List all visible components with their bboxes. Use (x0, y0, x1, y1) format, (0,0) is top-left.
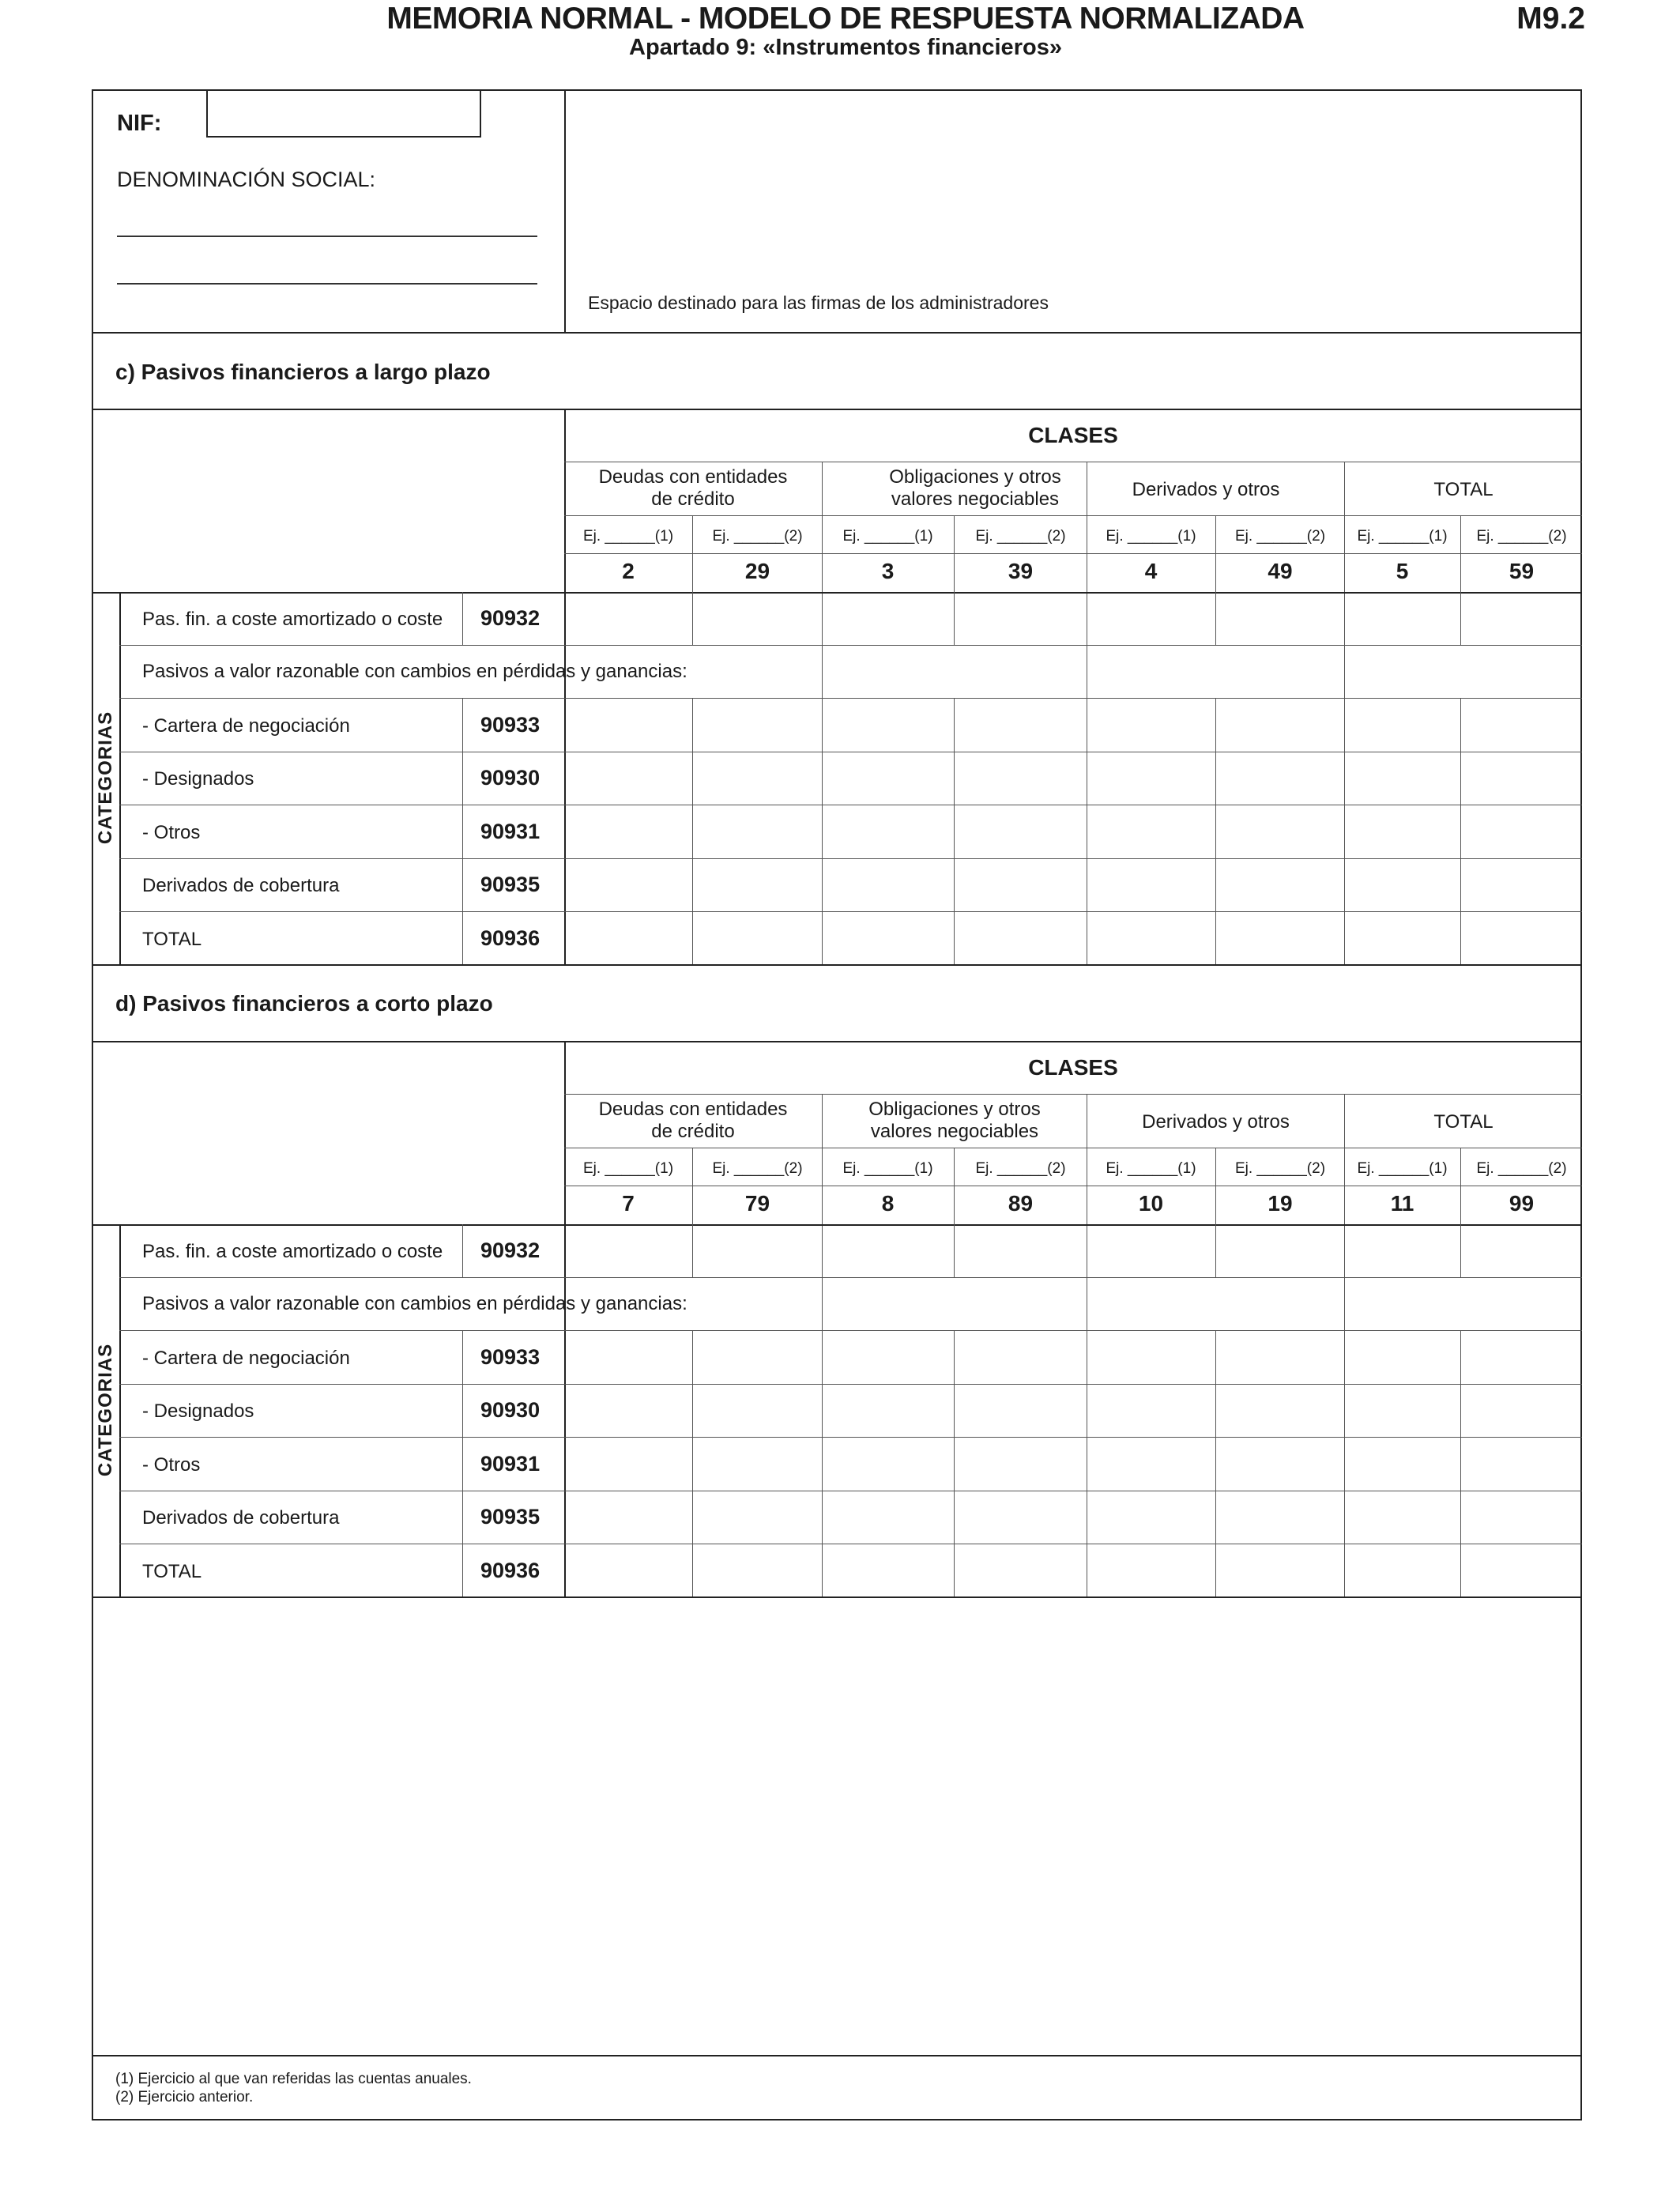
signature-area[interactable] (566, 91, 1580, 328)
row-d-designados-code: 90930 (480, 1398, 541, 1422)
group-total-c: TOTAL (1433, 479, 1494, 500)
colnum-d-1: 7 (622, 1191, 635, 1216)
group-deudas-d: Deudas con entidades de crédito (598, 1099, 788, 1142)
colnum-d-7: 11 (1390, 1191, 1414, 1216)
group-derivados-d: Derivados y otros (1142, 1111, 1290, 1133)
row-c-total-label: TOTAL (142, 929, 202, 950)
row-c-coste-code: 90932 (480, 606, 541, 630)
denominacion-line-1[interactable] (117, 236, 537, 237)
ej2-total-c: Ej. ______(2) (1476, 528, 1567, 545)
ej1-deriv-d: Ej. ______(1) (1106, 1160, 1196, 1177)
colnum-d-5: 10 (1138, 1191, 1164, 1216)
ej2-deudas-d: Ej. ______(2) (712, 1160, 803, 1177)
ej1-total-c: Ej. ______(1) (1357, 528, 1448, 545)
colnum-c-5: 4 (1144, 559, 1158, 583)
row-c-razonable-label: Pasivos a valor razonable con cambios en pérdidas y ganancias: (142, 661, 687, 682)
group-derivados-c: Derivados y otros (1132, 479, 1280, 500)
footnote-1: (1) Ejercicio al que van referidas las cuentas anuales. (115, 2071, 472, 2087)
row-d-cobertura-label: Derivados de cobertura (142, 1507, 340, 1529)
row-c-cobertura-label: Derivados de cobertura (142, 875, 340, 896)
ej2-oblig-d: Ej. ______(2) (975, 1160, 1066, 1177)
row-d-total-label: TOTAL (142, 1561, 202, 1582)
row-d-otros-label: - Otros (142, 1454, 201, 1476)
colnum-d-3: 8 (881, 1191, 895, 1216)
ej1-total-d: Ej. ______(1) (1357, 1160, 1448, 1177)
row-d-otros-code: 90931 (480, 1452, 541, 1476)
ej1-oblig-c: Ej. ______(1) (842, 528, 933, 545)
colnum-d-2: 79 (744, 1191, 770, 1216)
row-d-cobertura-code: 90935 (480, 1505, 541, 1529)
ej2-deriv-d: Ej. ______(2) (1234, 1160, 1326, 1177)
section-d-title: d) Pasivos financieros a corto plazo (115, 991, 493, 1016)
ej2-total-d: Ej. ______(2) (1476, 1160, 1567, 1177)
row-c-total-code: 90936 (480, 926, 541, 950)
group-deudas-c: Deudas con entidades de crédito (598, 466, 788, 510)
row-d-total-code: 90936 (480, 1559, 541, 1582)
row-d-cartera-code: 90933 (480, 1345, 541, 1369)
row-c-designados-label: - Designados (142, 768, 254, 790)
colnum-c-1: 2 (622, 559, 635, 583)
row-c-coste-label: Pas. fin. a coste amortizado o coste (142, 609, 443, 630)
ej1-deriv-c: Ej. ______(1) (1106, 528, 1196, 545)
denominacion-line-2[interactable] (117, 283, 537, 285)
row-c-cobertura-code: 90935 (480, 873, 541, 896)
group-obligaciones-c: Obligaciones y otros valores negociables (889, 466, 1061, 510)
nif-label: NIF: (117, 111, 162, 136)
form-code: M9.2 (1516, 2, 1585, 36)
page-title: MEMORIA NORMAL - MODELO DE RESPUESTA NORMALIZADA (386, 2, 1305, 36)
row-c-cartera-label: - Cartera de negociación (142, 715, 350, 737)
colnum-c-7: 5 (1396, 559, 1409, 583)
ej1-deudas-c: Ej. ______(1) (582, 528, 674, 545)
denominacion-label: DENOMINACIÓN SOCIAL: (117, 168, 376, 191)
clases-header-d: CLASES (1028, 1055, 1118, 1080)
footnote-2: (2) Ejercicio anterior. (115, 2089, 254, 2105)
colnum-d-8: 99 (1509, 1191, 1535, 1216)
section-c-title: c) Pasivos financieros a largo plazo (115, 360, 491, 384)
colnum-d-6: 19 (1268, 1191, 1293, 1216)
ej2-deriv-c: Ej. ______(2) (1234, 528, 1326, 545)
row-c-otros-code: 90931 (480, 820, 541, 843)
ej2-oblig-c: Ej. ______(2) (975, 528, 1066, 545)
row-d-coste-code: 90932 (480, 1238, 541, 1262)
group-obligaciones-d: Obligaciones y otros valores negociables (868, 1099, 1041, 1142)
categorias-label-d: CATEGORIAS (95, 1343, 116, 1477)
colnum-c-2: 29 (744, 559, 770, 583)
row-c-designados-code: 90930 (480, 766, 541, 790)
colnum-d-4: 89 (1008, 1191, 1034, 1216)
colnum-c-3: 3 (881, 559, 895, 583)
group-total-d: TOTAL (1433, 1111, 1494, 1133)
row-d-razonable-label: Pasivos a valor razonable con cambios en pérdidas y ganancias: (142, 1293, 687, 1314)
colnum-c-4: 39 (1008, 559, 1034, 583)
colnum-c-6: 49 (1268, 559, 1293, 583)
row-d-designados-label: - Designados (142, 1400, 254, 1422)
row-d-cartera-label: - Cartera de negociación (142, 1348, 350, 1369)
ej2-deudas-c: Ej. ______(2) (712, 528, 803, 545)
ej1-oblig-d: Ej. ______(1) (842, 1160, 933, 1177)
row-d-coste-label: Pas. fin. a coste amortizado o coste (142, 1241, 443, 1262)
colnum-c-8: 59 (1509, 559, 1535, 583)
page-subtitle: Apartado 9: «Instrumentos financieros» (629, 35, 1062, 60)
nif-input-box[interactable] (206, 89, 481, 138)
categorias-label-c: CATEGORIAS (95, 711, 116, 845)
signature-caption: Espacio destinado para las firmas de los administradores (588, 292, 1049, 313)
free-notes-area[interactable] (93, 1598, 1580, 2055)
clases-header-c: CLASES (1028, 423, 1118, 447)
row-c-cartera-code: 90933 (480, 713, 541, 737)
row-c-otros-label: - Otros (142, 822, 201, 843)
ej1-deudas-d: Ej. ______(1) (582, 1160, 674, 1177)
